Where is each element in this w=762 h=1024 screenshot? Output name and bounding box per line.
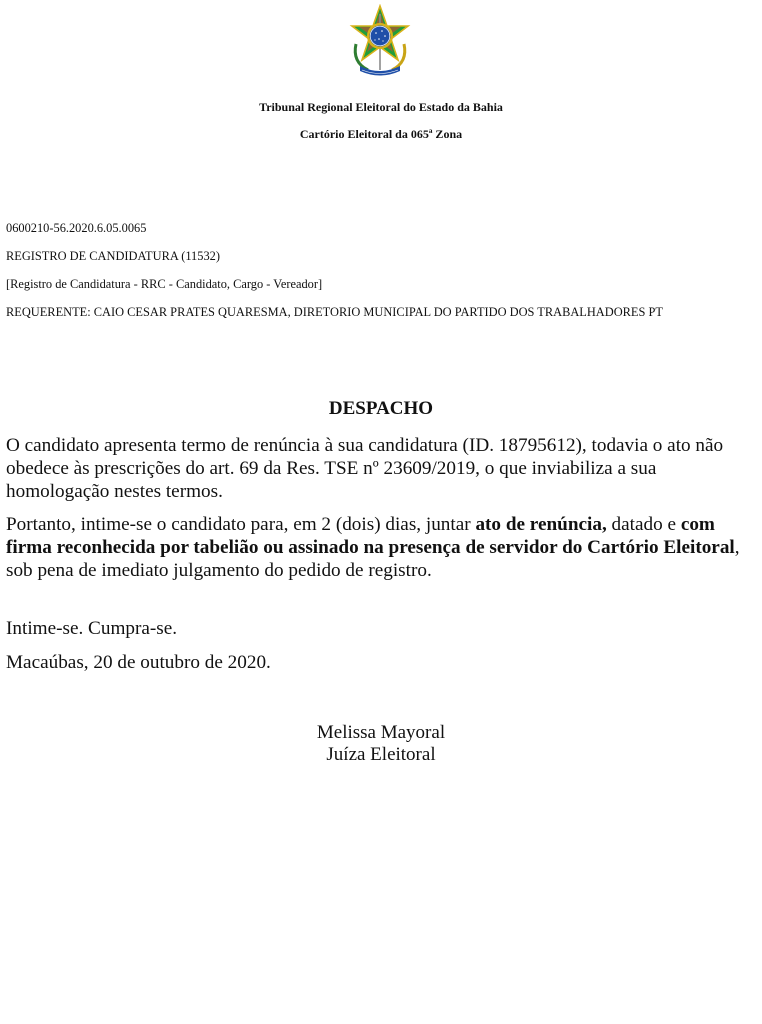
paragraph-summons: Intime-se. Cumpra-se.: [6, 618, 178, 639]
order-bold-renunciation-act: ato de renúncia,: [475, 514, 607, 535]
case-type: REGISTRO DE CANDIDATURA (11532): [6, 249, 220, 263]
place-date: Macaúbas, 20 de outubro de 2020.: [6, 652, 271, 673]
brazil-coat-of-arms-icon: [346, 4, 414, 78]
paragraph-renunciation: O candidato apresenta termo de renúncia à sua candidatura (ID. 18795612), todavia o ato não obedece às prescrições do art. 69 da Res. TSE nº 23609/2019, o que inviabiliza a sua homologação nestes termos.: [6, 435, 724, 502]
case-applicant: REQUERENTE: CAIO CESAR PRATES QUARESMA, DIRETORIO MUNICIPAL DO PARTIDO DOS TRABALHADORES PT: [6, 305, 663, 319]
order-text-part3: , sob pena de imediato julgamento do pedido de registro.: [6, 537, 740, 581]
signatory-role: Juíza Eleitoral: [326, 744, 436, 765]
order-text-part1: Portanto, intime-se o candidato para, em 2 (dois) dias, juntar: [6, 514, 476, 535]
office-name: Cartório Eleitoral da 065ª Zona: [299, 127, 463, 141]
court-name: Tribunal Regional Eleitoral do Estado da Bahia: [259, 100, 503, 114]
order-bold-notarized-signature: com firma reconhecida por tabelião ou assinado na presença de servidor do Cartório Eleitoral: [6, 514, 735, 558]
document-title: DESPACHO: [328, 398, 434, 419]
signatory-name: Melissa Mayoral: [316, 722, 446, 743]
order-text-part2: datado e: [606, 514, 681, 535]
case-classification: [Registro de Candidatura - RRC - Candidato, Cargo - Vereador]: [6, 277, 323, 291]
case-number: 0600210-56.2020.6.05.0065: [6, 221, 147, 235]
paragraph-order: [6, 513, 754, 582]
